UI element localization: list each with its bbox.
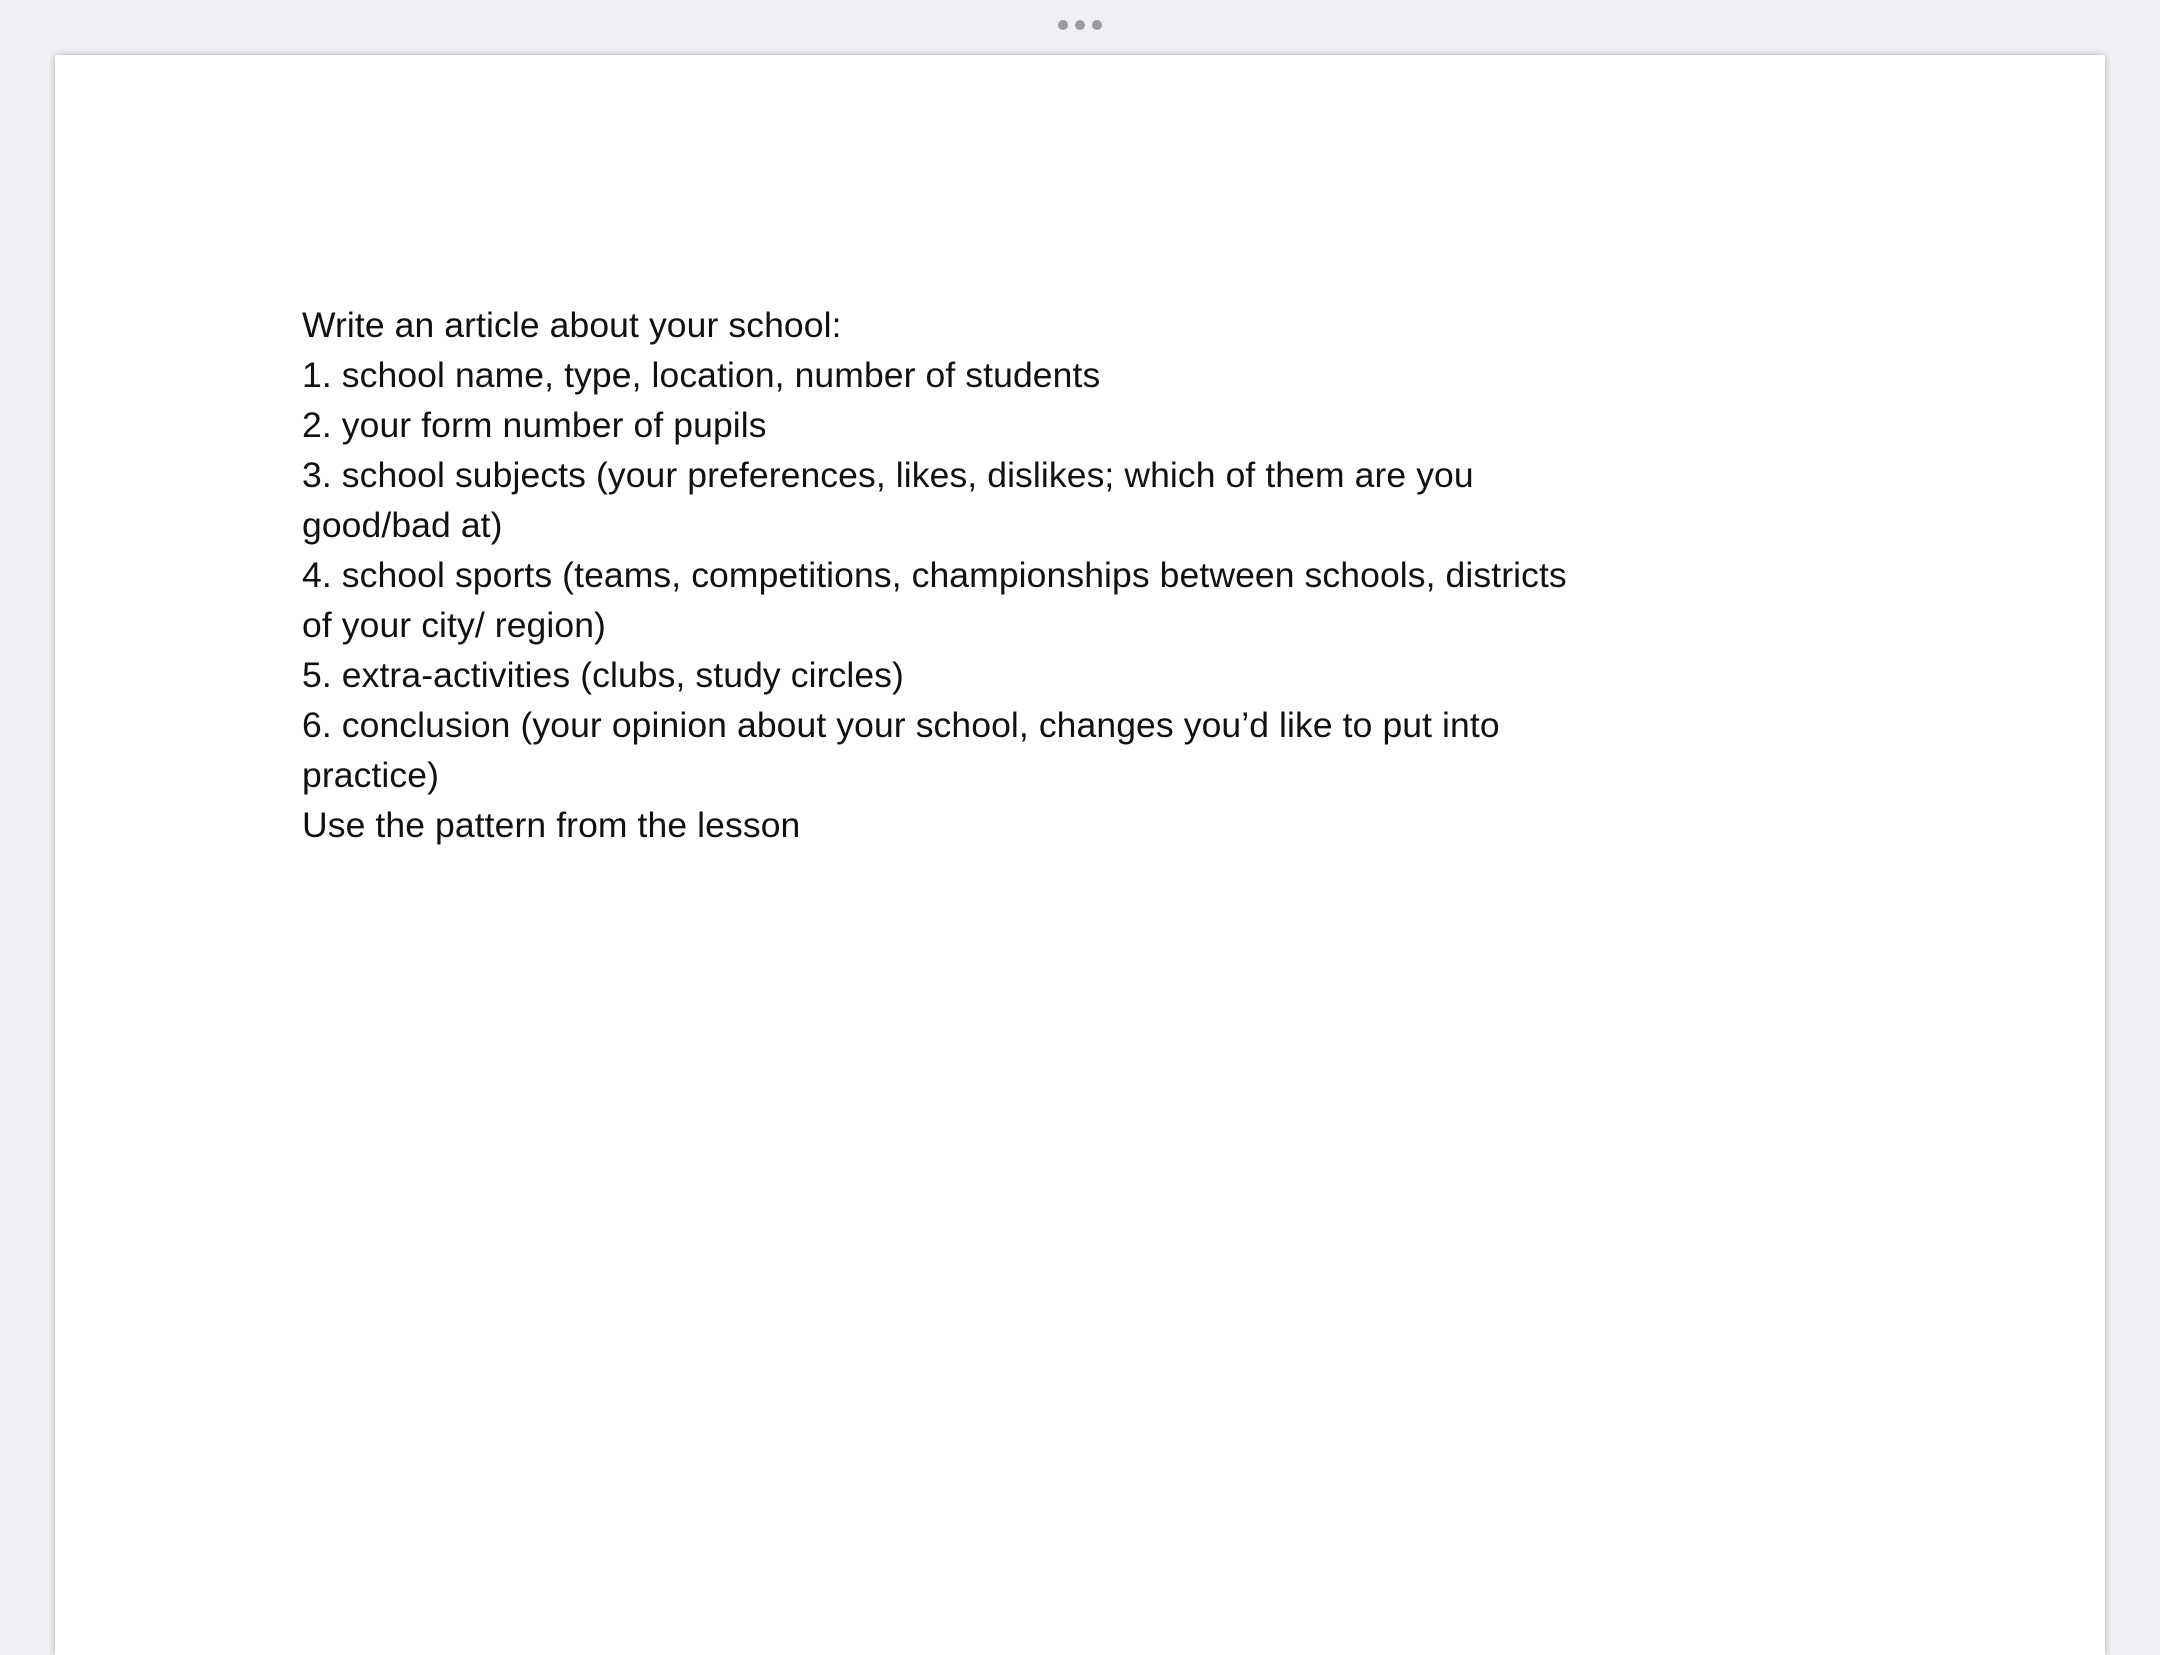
- document-body: [302, 300, 1722, 850]
- document-line: 6. conclusion (your opinion about your school, changes you’d like to put into: [302, 705, 1500, 745]
- dot-icon: [1058, 20, 1068, 30]
- document-line: practice): [302, 755, 440, 795]
- document-line: 5. extra-activities (clubs, study circles): [302, 655, 904, 695]
- more-options-icon[interactable]: [1058, 18, 1102, 32]
- document-line: 1. school name, type, location, number of students: [302, 355, 1101, 395]
- dot-icon: [1092, 20, 1102, 30]
- document-line: Use the pattern from the lesson: [302, 805, 801, 845]
- document-line: 2. your form number of pupils: [302, 405, 767, 445]
- document-line: good/bad at): [302, 505, 503, 545]
- document-line: of your city/ region): [302, 605, 606, 645]
- document-line: 3. school subjects (your preferences, likes, dislikes; which of them are you: [302, 455, 1474, 495]
- dot-icon: [1075, 20, 1085, 30]
- document-line: 4. school sports (teams, competitions, championships between schools, districts: [302, 555, 1567, 595]
- document-page[interactable]: [55, 55, 2105, 1655]
- document-line: Write an article about your school:: [302, 305, 842, 345]
